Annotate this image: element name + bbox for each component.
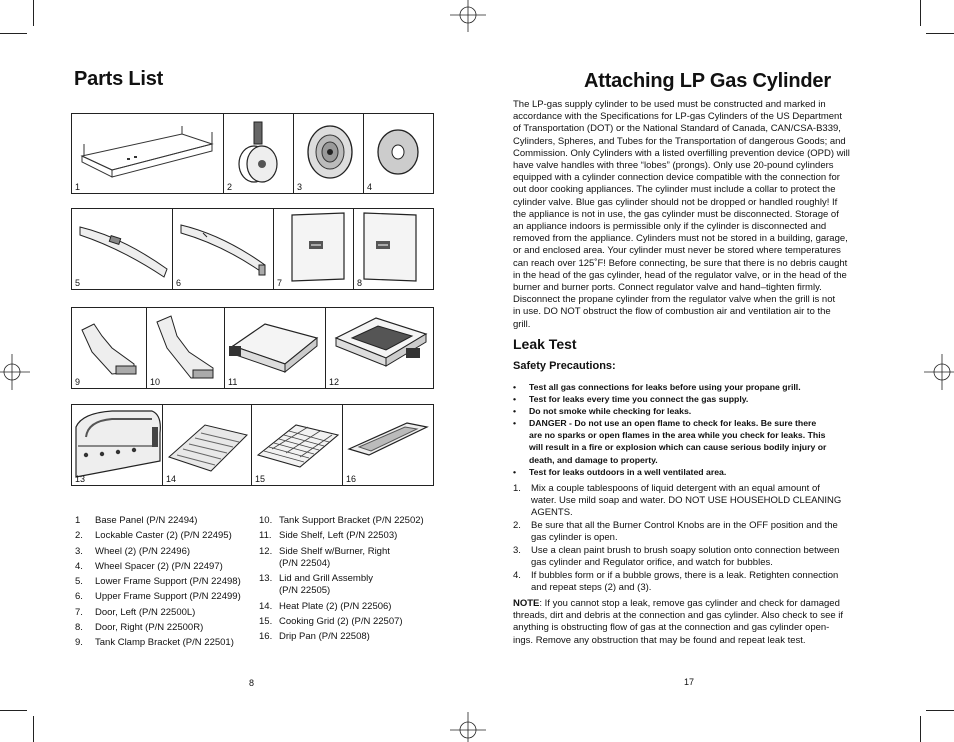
safety-bullet: [513, 466, 873, 478]
bullet-text: [529, 381, 873, 393]
part-name: Side Shelf, Left (P/N 22503): [279, 530, 398, 542]
side-shelf-left-illustration: [225, 308, 326, 388]
intro-line: Cylinders, Spheres, and Tubes for the Transportation of dangerous Goods; and: [513, 135, 846, 147]
figure-number: 2: [227, 182, 233, 192]
page-number-right: 17: [684, 677, 695, 687]
part-figure-12: [326, 308, 433, 388]
figure-number: 15: [255, 474, 266, 484]
step-line: Mix a couple tablespoons of liquid detergent with an equal amount of: [531, 483, 820, 494]
bullet-text: [529, 466, 873, 478]
step-line: AGENTS.: [531, 507, 573, 519]
leak-test-step: [513, 545, 873, 569]
bullet-text: [529, 417, 873, 465]
note-line: threads, dirt and debris at the connection and gas cylinder. Also check to see if: [513, 610, 844, 622]
part-figure-7: [274, 209, 354, 289]
bullet-line: Test for leaks outdoors in a well ventilated area.: [529, 466, 727, 477]
figure-number: 13: [75, 474, 86, 484]
part-figure-3: [294, 114, 364, 193]
cooking-grid-illustration: [252, 405, 343, 485]
step-text: [531, 520, 873, 544]
intro-line: can reach over 125˚F! Before connecting, be sure that there is no debris caught: [513, 257, 848, 269]
figure-number: 1: [75, 182, 81, 192]
figure-number: 10: [150, 377, 161, 387]
intro-line: Commission. Only Cylinders with a listed overfilling prevention device (OPD) will: [513, 147, 850, 159]
figure-number: 11: [228, 377, 238, 387]
parts-list-item: [75, 605, 255, 620]
note-label: NOTE: [513, 598, 540, 609]
note-line: ings. Remove any obstruction that may be found and repeat leak test.: [513, 634, 806, 646]
figure-number: 8: [357, 278, 363, 288]
part-name: Door, Left (P/N 22500L): [95, 606, 196, 618]
parts-list-item: [259, 629, 439, 644]
parts-figure-row-2: [71, 208, 434, 290]
bullet-line: Test all gas connections for leaks before using your propane grill.: [529, 382, 801, 392]
part-number: 16.: [259, 631, 273, 643]
tank-clamp-bracket-illustration: [72, 308, 147, 388]
part-figure-4: [364, 114, 432, 193]
part-number: 5.: [75, 576, 83, 588]
figure-number: 4: [367, 182, 373, 192]
part-figure-10: [147, 308, 225, 388]
part-figure-5: [72, 209, 173, 289]
safety-bullet: [513, 393, 873, 405]
bullet-line: death, and damage to property.: [529, 454, 658, 465]
part-name: Drip Pan (P/N 22508): [279, 631, 370, 643]
side-shelf-right-illustration: [326, 308, 433, 388]
part-number: 4.: [75, 560, 83, 572]
leak-test-step: [513, 570, 873, 594]
part-name: Wheel (2) (P/N 22496): [95, 545, 191, 557]
page-title-parts-list: Parts List: [74, 68, 164, 90]
safety-bullet: [513, 381, 873, 393]
intro-line: the appliance is not in use, the gas cylinder must be disconnected. Storage of: [513, 208, 839, 220]
page-number-left: 8: [249, 678, 255, 688]
parts-list-item: [259, 599, 439, 614]
part-number: 9.: [75, 637, 83, 649]
safety-bullet: [513, 417, 873, 465]
parts-list-item: [75, 513, 255, 528]
upper-frame-support-illustration: [173, 209, 274, 289]
caster-illustration: [224, 114, 294, 193]
part-figure-16: [343, 405, 431, 485]
part-name: Tank Clamp Bracket (P/N 22501): [95, 637, 234, 649]
leak-test-heading: Leak Test: [513, 336, 577, 352]
leak-test-step: [513, 483, 873, 520]
intro-line: Disconnect the propane cylinder from the regulator valve when the grill is not: [513, 294, 836, 306]
figure-number: 12: [329, 377, 340, 387]
part-number: 2.: [75, 530, 83, 542]
part-figure-1: [72, 114, 224, 193]
intro-line: grill.: [513, 318, 531, 330]
intro-line: or and enclosed area. Your cylinder must never be stored where temperatures: [513, 245, 841, 257]
part-figure-11: [225, 308, 326, 388]
leak-test-steps: [513, 483, 873, 595]
registration-mark-bottom: [446, 712, 490, 742]
part-name: Cooking Grid (2) (P/N 22507): [279, 616, 403, 628]
intro-line: burner and burner ports. Connect regulator valve and hand–tighten firmly.: [513, 282, 822, 294]
part-number-sub: (P/N 22504): [279, 557, 331, 569]
bullet-marker: •: [513, 418, 517, 429]
step-number: 1.: [513, 483, 521, 494]
step-line: Use a clean paint brush to brush soapy solution onto connection between: [531, 545, 840, 557]
figure-number: 6: [176, 278, 182, 288]
part-number: 11.: [259, 530, 272, 542]
part-number: 3.: [75, 545, 83, 557]
parts-figure-row-3: [71, 307, 434, 389]
parts-list-item: [259, 513, 439, 528]
parts-list-column-1: [75, 513, 255, 651]
intro-line: an appliance indoors is permissible only if the cylinder is disconnected and: [513, 221, 827, 233]
bullet-line: Do not smoke while checking for leaks.: [529, 406, 692, 417]
parts-list-item: [75, 635, 255, 650]
bullet-marker: •: [513, 394, 517, 405]
intro-line: in the head of the gas cylinder, head of the regulator valve, or in the head of the: [513, 269, 847, 281]
bullet-line: DANGER - Do not use an open flame to check for leaks. Be sure there: [529, 418, 817, 429]
registration-mark-right: [922, 352, 954, 392]
part-figure-8: [354, 209, 433, 289]
intro-line: in use. DO NOT obstruct the flow of combustion air and ventilation air to the: [513, 306, 831, 318]
tank-support-bracket-illustration: [147, 308, 225, 388]
step-line: Be sure that all the Burner Control Knobs are in the OFF position and the: [531, 520, 838, 532]
safety-bullet: [513, 405, 873, 417]
registration-mark-top: [446, 0, 490, 32]
part-number: 15.: [259, 616, 273, 628]
note-paragraph: [513, 598, 873, 647]
part-number: 7.: [75, 606, 83, 618]
part-name: Lid and Grill Assembly: [279, 573, 373, 585]
part-name: Upper Frame Support (P/N 22499): [95, 591, 241, 603]
bullet-marker: •: [513, 382, 517, 392]
safety-precautions-heading: Safety Precautions:: [513, 360, 616, 372]
part-number: 8.: [75, 622, 83, 634]
part-number: 14.: [259, 600, 273, 612]
step-line: If bubbles form or if a bubble grows, there is a leak. Retighten connection: [531, 569, 839, 581]
drip-pan-illustration: [343, 405, 431, 485]
part-number: 1: [75, 515, 81, 526]
step-line: water. Use mild soap and water. DO NOT USE HOUSEHOLD CLEANING: [531, 495, 842, 507]
step-line: gas cylinder and Regulator orifice, and watch for bubbles.: [531, 557, 773, 569]
figure-number: 3: [297, 182, 303, 192]
part-figure-6: [173, 209, 274, 289]
wheel-illustration: [294, 114, 364, 193]
parts-figure-row-1: [71, 113, 434, 194]
part-number: 10.: [259, 515, 273, 526]
parts-list-column-2: [259, 513, 439, 645]
part-name: Lower Frame Support (P/N 22498): [95, 576, 241, 588]
part-figure-14: [163, 405, 252, 485]
part-figure-13: [72, 405, 163, 485]
door-right-illustration: [354, 209, 433, 289]
step-line: and repeat steps (2) and (3).: [531, 582, 652, 594]
step-text: [531, 545, 873, 569]
step-number: 3.: [513, 545, 521, 557]
base-panel-illustration: [72, 114, 224, 193]
figure-number: 5: [75, 278, 81, 288]
step-text: [531, 483, 873, 520]
intro-line: have valve handles with three “lobes” (prongs). Only use 20-pound cylinders: [513, 160, 834, 172]
part-name: Side Shelf w/Burner, Right: [279, 545, 390, 557]
figure-number: 14: [166, 474, 177, 484]
parts-figure-row-4: [71, 404, 434, 486]
parts-list-item: [75, 589, 255, 604]
parts-list-item: [75, 620, 255, 635]
intro-line: cylinder valve. Blue gas cylinder should not be dropped or handled roughly! If: [513, 196, 838, 208]
door-left-illustration: [274, 209, 354, 289]
part-number: 13.: [259, 573, 273, 585]
figure-number: 16: [346, 474, 357, 484]
intro-line: accordance with the Specifications for LP-gas Cylinders of the US Department: [513, 111, 842, 123]
intro-line: of Transportation (DOT) or the National Standard of Canada, CAN/CSA-B339,: [513, 123, 841, 135]
figure-number: 7: [277, 278, 283, 288]
step-line: gas cylinder is open.: [531, 532, 618, 544]
page-title-attaching-lp-gas: Attaching LP Gas Cylinder: [584, 70, 831, 92]
step-number: 4.: [513, 569, 521, 581]
part-number: 6.: [75, 591, 83, 603]
part-name: Base Panel (P/N 22494): [95, 515, 198, 526]
intro-paragraph: [513, 99, 873, 331]
heat-plate-illustration: [163, 405, 252, 485]
parts-list-item: [259, 614, 439, 629]
part-name: Lockable Caster (2) (P/N 22495): [95, 530, 232, 542]
bullet-line: are no sparks or open flames in the area while you check for leaks. This: [529, 430, 826, 441]
lower-frame-support-illustration: [72, 209, 173, 289]
registration-mark-left: [0, 352, 32, 392]
part-figure-2: [224, 114, 294, 193]
bullet-marker: •: [513, 406, 517, 417]
intro-line: removed from the appliance. Cylinders must not be stored in a building, garage,: [513, 233, 848, 245]
intro-line: The LP-gas supply cylinder to be used must be constructed and marked in: [513, 99, 826, 110]
safety-bullet-list: [513, 381, 873, 478]
bullet-marker: •: [513, 466, 517, 477]
note-line: anything is obstructing flow of gas at the connection and gas cylinder open-: [513, 622, 830, 634]
leak-test-step: [513, 520, 873, 544]
step-text: [531, 570, 873, 594]
intro-line: out door cooking appliances. The cylinder must include a collar to protect the: [513, 184, 836, 196]
part-figure-9: [72, 308, 147, 388]
parts-list-item: [75, 574, 255, 589]
parts-list-item: [259, 528, 439, 543]
wheel-spacer-illustration: [364, 114, 432, 193]
bullet-text: [529, 405, 873, 417]
part-number: 12.: [259, 545, 273, 557]
figure-number: 9: [75, 377, 81, 387]
part-figure-15: [252, 405, 343, 485]
bullet-text: [529, 393, 873, 405]
intro-line: equipped with a cylinder connection device compatible with the connection for: [513, 172, 840, 184]
note-line: : If you cannot stop a leak, remove gas cylinder and check for damaged: [539, 598, 840, 609]
step-number: 2.: [513, 520, 521, 532]
bullet-line: will result in a fire or explosion which can cause serious bodily injury or: [529, 442, 827, 453]
part-name: Door, Right (P/N 22500R): [95, 622, 204, 634]
parts-list-item: [75, 544, 255, 559]
part-name: Tank Support Bracket (P/N 22502): [279, 515, 424, 526]
lid-grill-assembly-illustration: [72, 405, 163, 485]
bullet-line: Test for leaks every time you connect the gas supply.: [529, 394, 749, 405]
part-name: Heat Plate (2) (P/N 22506): [279, 600, 392, 612]
parts-list-item: [75, 559, 255, 574]
part-name: Wheel Spacer (2) (P/N 22497): [95, 560, 223, 572]
part-number-sub: (P/N 22505): [279, 585, 331, 597]
parts-list-item: [75, 528, 255, 543]
